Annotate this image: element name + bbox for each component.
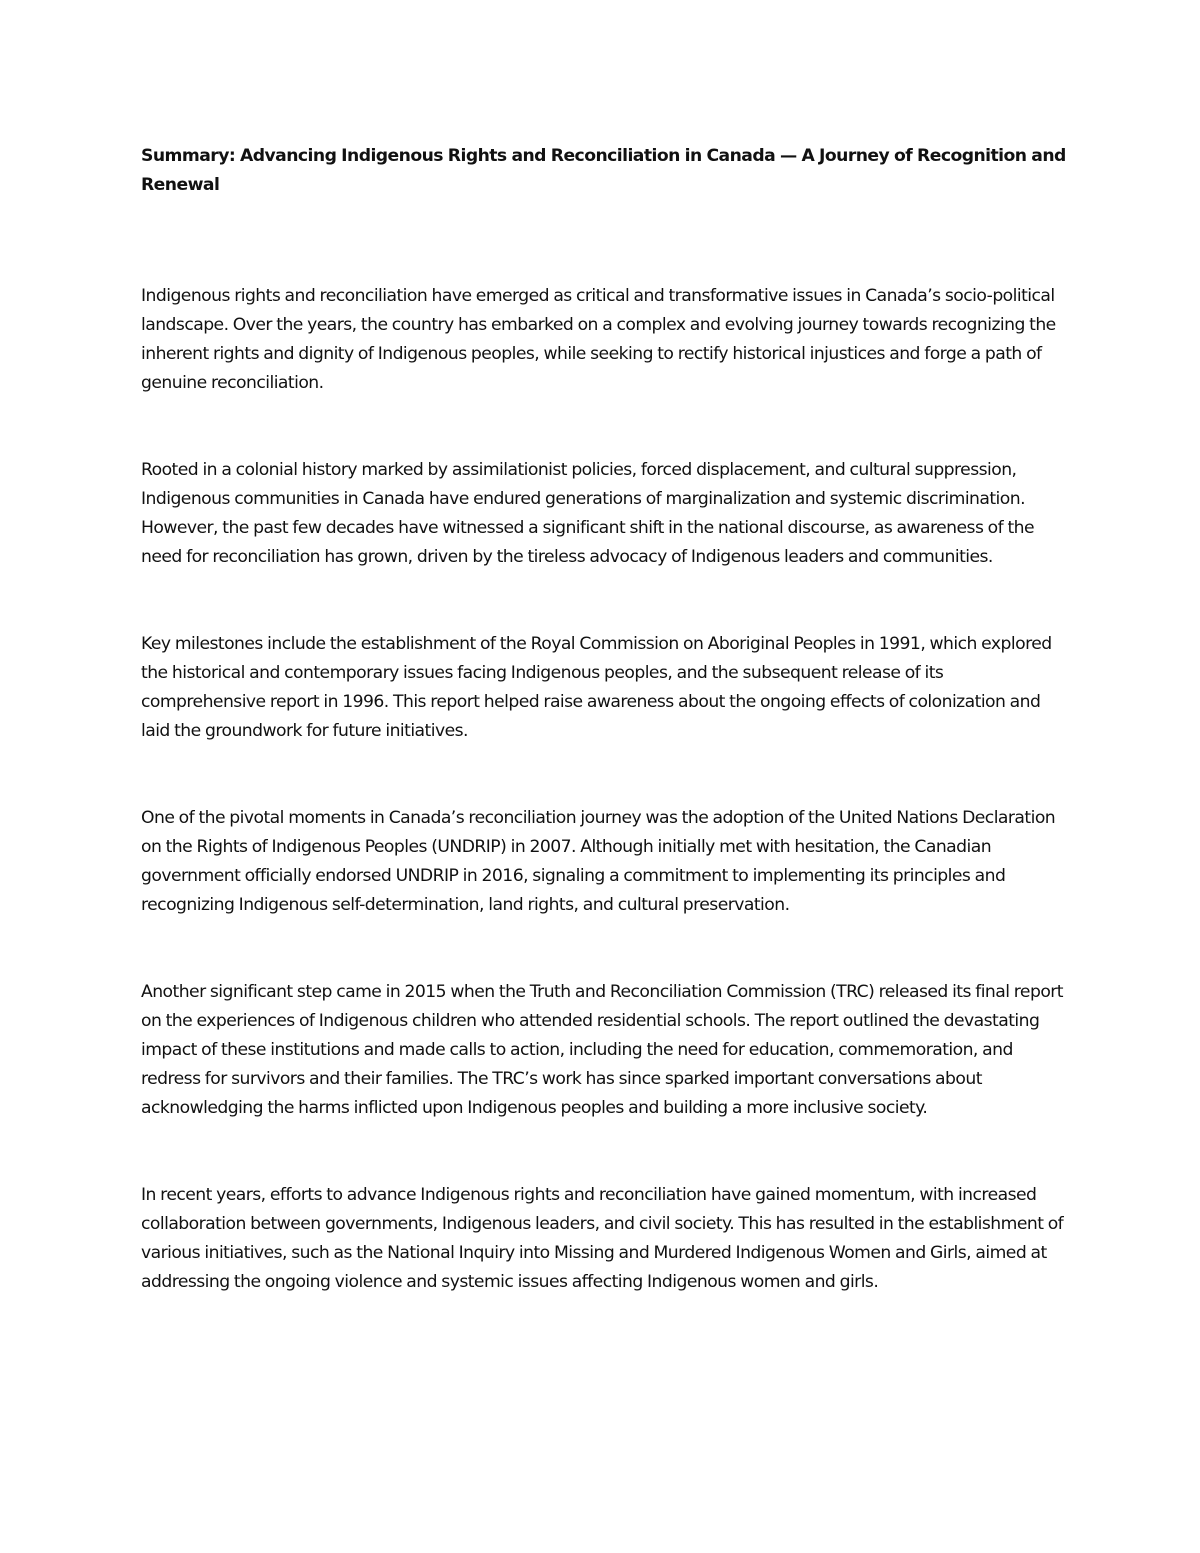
spacer (141, 746, 1066, 804)
spacer (141, 572, 1066, 630)
spacer (141, 1123, 1066, 1181)
spacer (141, 920, 1066, 978)
paragraph: One of the pivotal moments in Canada’s reconciliation journey was the adoption of the United Nations Declaration on the Rights of Indigenous Peoples (UNDRIP) in 2007. Although initially met with hesitation, the Canadian government officially endorsed UNDRIP in 2016, signaling a commitment to implementing its principles and recognizing Indigenous self-determination, land rights, and cultural preservation. (141, 808, 1056, 915)
spacer (141, 398, 1066, 456)
spacer (141, 200, 1066, 282)
paragraph: Rooted in a colonial history marked by assimilationist policies, forced displacement, and cultural suppression, Indigenous communities in Canada have endured generations of marginalization and systemic discrimination. However, the past few decades have witnessed a significant shift in the national discourse, as awareness of the need for reconciliation has grown, driven by the tireless advocacy of Indigenous leaders and communities. (141, 460, 1035, 567)
document-body (141, 142, 1066, 1297)
paragraph: Another significant step came in 2015 when the Truth and Reconciliation Commission (TRC) released its final report on the experiences of Indigenous children who attended residential schools. The report outlined the devastating impact of these institutions and made calls to action, including the need for education, commemoration, and redress for survivors and their families. The TRC’s work has since sparked important conversations about acknowledging the harms inflicted upon Indigenous peoples and building a more inclusive society. (141, 982, 1063, 1118)
paragraph: Key milestones include the establishment of the Royal Commission on Aboriginal Peoples in 1991, which explored the historical and contemporary issues facing Indigenous peoples, and the subsequent release of its comprehensive report in 1996. This report helped raise awareness about the ongoing effects of colonization and laid the groundwork for future initiatives. (141, 634, 1052, 741)
paragraph: In recent years, efforts to advance Indigenous rights and reconciliation have gained momentum, with increased collaboration between governments, Indigenous leaders, and civil society. This has resulted in the establishment of various initiatives, such as the National Inquiry into Missing and Murdered Indigenous Women and Girls, aimed at addressing the ongoing violence and systemic issues affecting Indigenous women and girls. (141, 1185, 1064, 1292)
paragraph: Indigenous rights and reconciliation have emerged as critical and transformative issues in Canada’s socio-political landscape. Over the years, the country has embarked on a complex and evolving journey towards recognizing the inherent rights and dignity of Indigenous peoples, while seeking to rectify historical injustices and forge a path of genuine reconciliation. (141, 286, 1056, 393)
document-title: Summary: Advancing Indigenous Rights and Reconciliation in Canada — A Journey of Recognition and Renewal (141, 146, 1066, 195)
